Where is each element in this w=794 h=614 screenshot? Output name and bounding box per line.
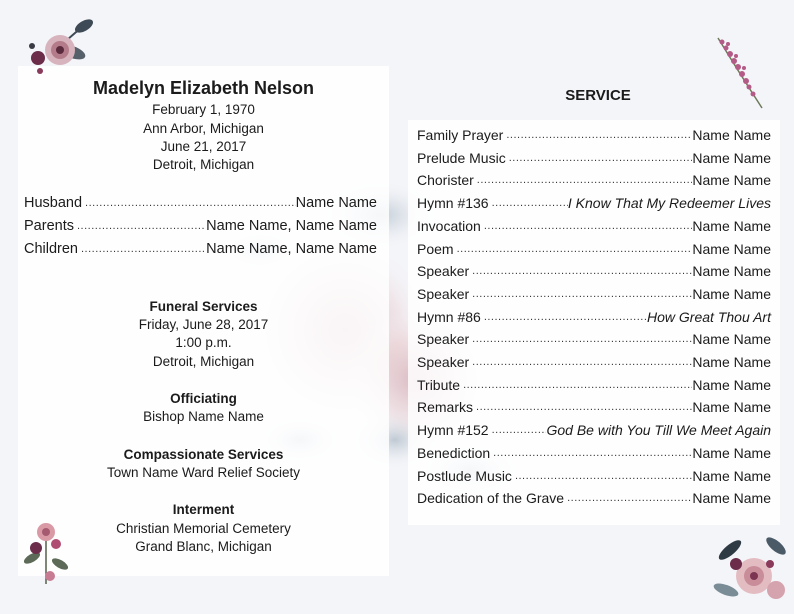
service-item-row (417, 444, 771, 463)
funeral-services-title: Funeral Services (149, 299, 258, 314)
leader-dots (469, 262, 692, 281)
service-item-value: Name Name (692, 263, 771, 280)
birth-place: Ann Arbor, Michigan (143, 121, 264, 136)
deceased-name: Madelyn Elizabeth Nelson (92, 78, 315, 98)
service-item-label: Dedication of the Grave (417, 490, 565, 507)
relation-value: Name Name, Name Name (206, 241, 377, 257)
service-item-value: God Be with You Till We Meet Again (546, 422, 771, 439)
compassionate-services-title: Compassionate Services (123, 447, 284, 462)
leader-dots (469, 353, 692, 372)
service-item-row (417, 308, 771, 327)
service-item-row (417, 126, 771, 145)
service-item-row (417, 194, 771, 213)
service-item-row (417, 421, 771, 440)
leader-dots (469, 285, 692, 304)
service-item-label: Hymn #86 (417, 308, 481, 325)
lavender-sprig-icon (712, 34, 768, 112)
leader-dots (489, 421, 547, 440)
leader-dots (564, 489, 692, 508)
service-item-value: Name Name (692, 490, 771, 507)
compassionate-services-text: Town Name Ward Relief Society (106, 465, 301, 480)
service-item-row (417, 376, 771, 395)
service-item-value: Name Name (692, 285, 771, 302)
relation-value: Name Name (295, 195, 377, 211)
relation-row-husband (24, 194, 377, 213)
service-item-row (417, 217, 771, 236)
service-item-label: Poem (417, 240, 454, 257)
leader-dots (490, 444, 692, 463)
interment-title: Interment (172, 502, 235, 517)
service-item-label: Speaker (417, 331, 470, 348)
leader-dots (481, 217, 693, 236)
relation-label: Children (24, 241, 78, 257)
relation-label: Parents (24, 218, 74, 234)
service-item-label: Invocation (417, 217, 481, 234)
service-item-row (417, 353, 771, 372)
relation-row-parents (24, 217, 377, 236)
service-item-label: Speaker (417, 285, 470, 302)
service-item-row (417, 149, 771, 168)
death-date: June 21, 2017 (160, 139, 247, 154)
service-item-label: Hymn #152 (417, 422, 489, 439)
leader-dots (82, 194, 296, 213)
service-item-label: Family Prayer (417, 127, 504, 143)
funeral-date: Friday, June 28, 2017 (138, 317, 269, 332)
service-heading: SERVICE (565, 87, 631, 104)
service-item-row (417, 489, 771, 508)
service-item-value: Name Name (692, 331, 771, 348)
birth-date: February 1, 1970 (152, 102, 255, 117)
leader-dots (454, 240, 693, 259)
service-item-value: Name Name (692, 172, 771, 189)
leader-dots (474, 171, 693, 190)
service-item-label: Chorister (417, 172, 474, 189)
leader-dots (78, 240, 206, 259)
service-item-row (417, 398, 771, 417)
service-item-row (417, 467, 771, 486)
relation-label: Husband (24, 195, 83, 211)
service-item-row (417, 285, 771, 304)
officiating-title: Officiating (170, 391, 237, 406)
leader-dots (503, 126, 692, 145)
service-item-row (417, 171, 771, 190)
service-item-label: Hymn #136 (417, 195, 489, 212)
leader-dots (512, 467, 692, 486)
leader-dots (74, 217, 206, 236)
service-item-value: Name Name (692, 240, 771, 257)
flower-cluster-icon (20, 16, 98, 78)
service-item-value: I Know That My Redeemer Lives (567, 195, 771, 212)
service-item-label: Benediction (417, 444, 491, 461)
relation-row-children (24, 240, 377, 259)
service-item-row (417, 330, 771, 349)
leader-dots (469, 330, 692, 349)
service-item-value: Name Name (692, 399, 771, 416)
service-item-value: Name Name (692, 217, 771, 234)
service-item-label: Postlude Music (417, 467, 512, 484)
leader-dots (473, 398, 692, 417)
service-item-label: Speaker (417, 263, 470, 280)
service-item-row (417, 240, 771, 259)
service-item-value: How Great Thou Art (647, 308, 771, 325)
interment-cemetery: Christian Memorial Cemetery (116, 521, 291, 536)
relation-value: Name Name, Name Name (206, 218, 377, 234)
service-item-value: Name Name (692, 354, 771, 370)
officiating-name: Bishop Name Name (143, 409, 264, 424)
leader-dots (489, 194, 568, 213)
service-item-value: Name Name (692, 444, 771, 461)
service-item-label: Tribute (417, 376, 461, 393)
leader-dots (506, 149, 693, 168)
funeral-time: 1:00 p.m. (175, 335, 232, 350)
service-item-label: Remarks (417, 399, 474, 416)
death-place: Detroit, Michigan (152, 157, 255, 172)
service-item-row (417, 262, 771, 281)
service-item-label: Prelude Music (417, 149, 506, 166)
interment-place: Grand Blanc, Michigan (135, 539, 272, 554)
service-item-value: Name Name (692, 376, 771, 393)
service-item-label: Speaker (417, 354, 470, 370)
service-item-value: Name Name (692, 149, 771, 166)
service-item-value: Name Name (692, 467, 771, 484)
funeral-place: Detroit, Michigan (152, 354, 255, 369)
service-item-value: Name Name (692, 127, 771, 143)
leader-dots (460, 376, 692, 395)
leader-dots (481, 308, 647, 327)
rose-bouquet-icon (706, 528, 792, 612)
